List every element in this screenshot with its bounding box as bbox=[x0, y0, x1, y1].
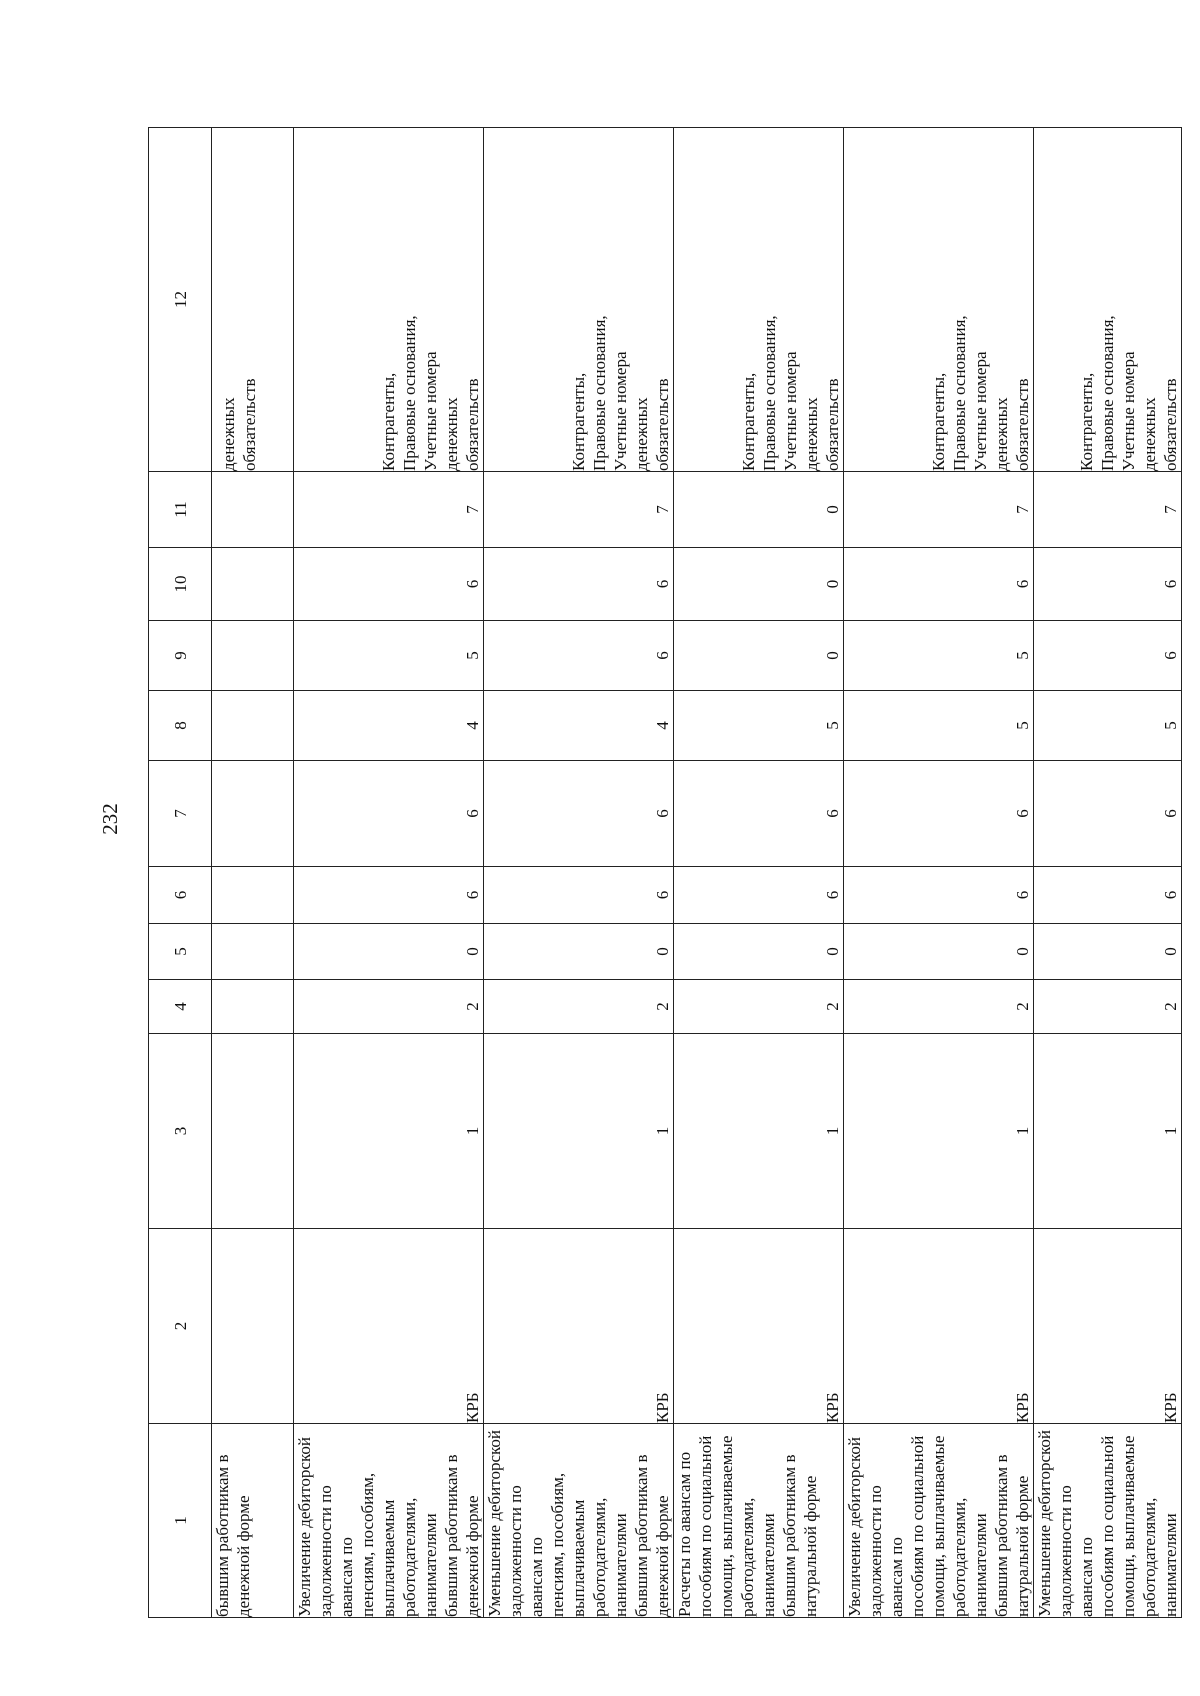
cell-col-6: 6 bbox=[294, 867, 484, 924]
cell-col-7: 6 bbox=[844, 761, 1034, 867]
cell-col-6: 6 bbox=[484, 867, 674, 924]
cell-col-2: КРБ bbox=[844, 1229, 1034, 1424]
cell-col-5: 0 bbox=[1034, 924, 1182, 980]
cell-col-8: 5 bbox=[1034, 691, 1182, 761]
cell-col-9: 5 bbox=[844, 621, 1034, 691]
table-row bbox=[212, 128, 294, 1618]
cell-col-5: 0 bbox=[484, 924, 674, 980]
accounts-table bbox=[148, 127, 1182, 1618]
cell-col-10: 6 bbox=[844, 548, 1034, 621]
cell-col-1: Увеличение дебиторской задолженности по авансам по пенсиям, пособиям, выплачиваемым работодателями, нанимателями бывшим работникам в денежной форме bbox=[294, 1424, 484, 1618]
cell-col-4: 2 bbox=[1034, 980, 1182, 1034]
cell-col-11: 7 bbox=[844, 472, 1034, 548]
cell-col-3: 1 bbox=[844, 1034, 1034, 1229]
cell-col-6 bbox=[212, 867, 294, 924]
cell-col-1: Увеличение дебиторской задолженности по авансам по пособиям по социальной помощи, выплачиваемые работодателями, нанимателями бывшим работникам в натуральной форме bbox=[844, 1424, 1034, 1618]
column-header-8: 8 bbox=[149, 691, 212, 761]
cell-col-2: КРБ bbox=[1034, 1229, 1182, 1424]
cell-col-2: КРБ bbox=[294, 1229, 484, 1424]
cell-col-1: Расчеты по авансам по пособиям по социальной помощи, выплачиваемые работодателями, нанимателями бывшим работникам в натуральной форме bbox=[674, 1424, 844, 1618]
cell-col-12: Контрагенты, Правовые основания, Учетные номера денежных обязательств bbox=[1034, 128, 1182, 472]
cell-col-4: 2 bbox=[674, 980, 844, 1034]
table-row bbox=[844, 128, 1034, 1618]
column-header-4: 4 bbox=[149, 980, 212, 1034]
table-header-row bbox=[149, 128, 212, 1618]
page-number: 232 bbox=[98, 803, 122, 835]
cell-col-9: 6 bbox=[484, 621, 674, 691]
cell-col-11: 7 bbox=[484, 472, 674, 548]
cell-col-8: 5 bbox=[674, 691, 844, 761]
cell-col-8 bbox=[212, 691, 294, 761]
cell-col-10: 6 bbox=[484, 548, 674, 621]
cell-col-5: 0 bbox=[844, 924, 1034, 980]
cell-col-5: 0 bbox=[294, 924, 484, 980]
column-header-3: 3 bbox=[149, 1034, 212, 1229]
cell-col-1: Уменьшение дебиторской задолженности по авансам по пособиям по социальной помощи, выплачиваемые работодателями, нанимателями bbox=[1034, 1424, 1182, 1618]
cell-col-2: КРБ bbox=[484, 1229, 674, 1424]
cell-col-1: Уменьшение дебиторской задолженности по авансам по пенсиям, пособиям, выплачиваемым работодателями, нанимателями бывшим работникам в денежной форме bbox=[484, 1424, 674, 1618]
cell-col-7: 6 bbox=[294, 761, 484, 867]
cell-col-5: 0 bbox=[674, 924, 844, 980]
cell-col-8: 4 bbox=[484, 691, 674, 761]
cell-col-12: денежных обязательств bbox=[212, 128, 294, 472]
cell-col-10: 6 bbox=[294, 548, 484, 621]
cell-col-9: 6 bbox=[1034, 621, 1182, 691]
cell-col-11: 7 bbox=[294, 472, 484, 548]
cell-col-6: 6 bbox=[1034, 867, 1182, 924]
cell-col-9: 0 bbox=[674, 621, 844, 691]
cell-col-2: КРБ bbox=[674, 1229, 844, 1424]
cell-col-12: Контрагенты, Правовые основания, Учетные номера денежных обязательств bbox=[484, 128, 674, 472]
rotated-table-container bbox=[148, 128, 1180, 1618]
cell-col-12: Контрагенты, Правовые основания, Учетные номера денежных обязательств bbox=[294, 128, 484, 472]
cell-col-9: 5 bbox=[294, 621, 484, 691]
column-header-1: 1 bbox=[149, 1424, 212, 1618]
column-header-12: 12 bbox=[149, 128, 212, 472]
table-row bbox=[484, 128, 674, 1618]
table-row bbox=[294, 128, 484, 1618]
column-header-2: 2 bbox=[149, 1229, 212, 1424]
cell-col-7: 6 bbox=[1034, 761, 1182, 867]
column-header-5: 5 bbox=[149, 924, 212, 980]
cell-col-11: 7 bbox=[1034, 472, 1182, 548]
cell-col-3 bbox=[212, 1034, 294, 1229]
cell-col-5 bbox=[212, 924, 294, 980]
cell-col-7: 6 bbox=[484, 761, 674, 867]
cell-col-12: Контрагенты, Правовые основания, Учетные номера денежных обязательств bbox=[674, 128, 844, 472]
cell-col-1: бывшим работникам в денежной форме bbox=[212, 1424, 294, 1618]
cell-col-7 bbox=[212, 761, 294, 867]
cell-col-11: 0 bbox=[674, 472, 844, 548]
cell-col-2 bbox=[212, 1229, 294, 1424]
cell-col-4: 2 bbox=[294, 980, 484, 1034]
table-row bbox=[1034, 128, 1182, 1618]
column-header-10: 10 bbox=[149, 548, 212, 621]
cell-col-10 bbox=[212, 548, 294, 621]
column-header-6: 6 bbox=[149, 867, 212, 924]
cell-col-11 bbox=[212, 472, 294, 548]
column-header-7: 7 bbox=[149, 761, 212, 867]
cell-col-4 bbox=[212, 980, 294, 1034]
cell-col-12: Контрагенты, Правовые основания, Учетные номера денежных обязательств bbox=[844, 128, 1034, 472]
cell-col-10: 6 bbox=[1034, 548, 1182, 621]
cell-col-3: 1 bbox=[674, 1034, 844, 1229]
cell-col-8: 4 bbox=[294, 691, 484, 761]
column-header-11: 11 bbox=[149, 472, 212, 548]
cell-col-4: 2 bbox=[844, 980, 1034, 1034]
table-row bbox=[674, 128, 844, 1618]
cell-col-8: 5 bbox=[844, 691, 1034, 761]
cell-col-3: 1 bbox=[484, 1034, 674, 1229]
cell-col-3: 1 bbox=[294, 1034, 484, 1229]
cell-col-4: 2 bbox=[484, 980, 674, 1034]
cell-col-6: 6 bbox=[844, 867, 1034, 924]
cell-col-10: 0 bbox=[674, 548, 844, 621]
cell-col-3: 1 bbox=[1034, 1034, 1182, 1229]
cell-col-9 bbox=[212, 621, 294, 691]
cell-col-6: 6 bbox=[674, 867, 844, 924]
cell-col-7: 6 bbox=[674, 761, 844, 867]
column-header-9: 9 bbox=[149, 621, 212, 691]
